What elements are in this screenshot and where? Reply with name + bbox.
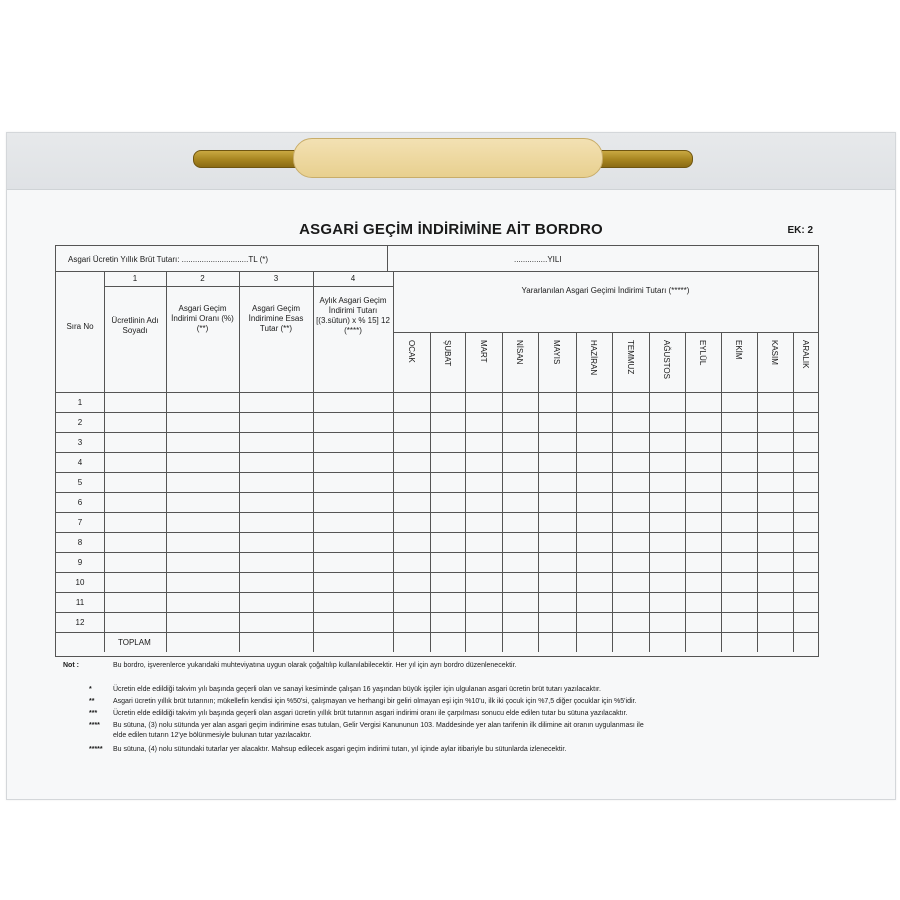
column-number: 2 [200,274,205,283]
month-label: MART [478,340,488,363]
column-number: 3 [273,274,279,283]
grid-hline [56,432,818,433]
footnote-mark: *** [89,710,98,717]
gross-wage-label: Asgari Ücretin Yıllık Brüt Tutarı: ..............................TL (*) [68,255,269,264]
month-label: EKİM [734,340,743,360]
annex-label: EK: 2 [787,225,813,236]
grid-hline [104,286,393,287]
header-line [56,246,818,272]
row-number: 8 [77,538,83,547]
column-number: 1 [132,274,138,283]
grid-hline [56,492,818,493]
row-number: 7 [77,518,83,527]
binder-cover [293,138,603,178]
month-label: KASIM [770,340,779,365]
grid-hline [56,632,818,633]
month-label: MAYIS [552,340,561,365]
binder-strip [7,133,895,190]
month-label: AĞUSTOS [662,340,671,379]
month-label: HAZİRAN [589,340,598,376]
grid-hline [56,572,818,573]
grid-hline [56,392,818,393]
grid-hline [56,612,818,613]
used-amount-header: Yararlanılan Asgari Geçimi İndirimi Tutarı (*****) [521,286,690,295]
grid-hline [56,452,818,453]
header-base: Asgari Geçim İndirimine Esas Tutar (**) [248,304,304,333]
footnote-text: Bu sütuna, (4) nolu sütundaki tutarlar yer alacaktır. Mahsup edilecek asgari geçim indirimi tutarı, yıl içinde aylar itibariyle bu sütunlarda izlenecektir. [113,746,567,753]
header-monthly: Aylık Asgari Geçim İndirimi Tutarı [(3.sütun) x % 15] 12 (****) [316,296,390,335]
footnote-text: Ücretin elde edildiği takvim yılı başında geçerli olan ve sanayi kesiminde çalışan 16 yaşından büyük işçiler için ulgulanan asgari ücretin brüt tutarı yazılacaktır. [113,686,601,693]
footnote-text: Bu sütuna, (3) nolu sütunda yer alan asgari geçim indirimine esas tutulan, Gelir Vergisi Kanununun 103. Maddesinde yer alan tarifenin ilk dilimine ait oranın uygulanması ile [113,722,644,729]
footnote-text: elde edilen tutarın 12'ye bölünmesiyle bulunan tutar yazılacaktır. [113,732,312,739]
grid-hline [56,472,818,473]
row-number: 6 [77,498,83,507]
row-number: 10 [75,578,85,587]
form-paper [6,132,896,800]
column-number: 4 [350,274,356,283]
row-number: 11 [75,598,85,607]
row-number: 9 [77,558,83,567]
month-label: EYLÜL [698,340,707,366]
row-number: 5 [77,478,83,487]
footnote-text: Asgari ücretin yıllık brüt tutarının; mükellefin kendisi için %50'si, çalışmayan ve herhangi bir geliri olmayan eşi için %10'u, ilk iki çocuk için %7,5 diğer çocuklar için %5'idir. [113,698,637,705]
row-number: 2 [77,418,83,427]
row-number: 3 [77,438,83,447]
row-number: 4 [77,458,83,467]
footnote-mark: ** [89,698,95,705]
form-title: ASGARİ GEÇİM İNDİRİMİNE AİT BORDRO [299,221,603,238]
header-name: Ücretlinin Adı Soyadı [111,316,159,335]
grid-vline [166,272,167,652]
row-number: 12 [75,618,85,627]
header-rate: Asgari Geçim İndirimi Oranı (%) (**) [171,304,234,333]
grid-hline [56,412,818,413]
footnote-text: Bu bordro, işverenlerce yukarıdaki muhteviyatına uygun olarak çoğaltılıp kullanılabilecektir. Her yıl için ayrı bordro düzenlenecektir. [113,662,517,669]
grid-hline [56,512,818,513]
grid-vline [393,272,394,652]
month-label: TEMMUZ [625,340,635,375]
grid-hline [56,592,818,593]
payroll-table [55,245,819,657]
footnote-mark: ***** [89,746,103,753]
grid-hline [56,532,818,533]
grid-hline [393,332,818,333]
footnote-mark: **** [89,722,100,729]
month-label: OCAK [406,340,416,363]
footnote-mark: * [89,686,92,693]
grid-vline [313,272,314,652]
footnote-text: Ücretin elde edildiği takvim yılı başında geçerli olan asgari ücretin yıllık brüt tutarının asgari indirimi oranı ile çarpılması sonucu elde edilen tutar bu sütuna yazılacaktır. [113,710,628,717]
month-label: ŞUBAT [442,340,452,367]
grid-vline [104,272,105,652]
total-label: TOPLAM [118,638,151,647]
month-label: NİSAN [515,340,524,365]
year-label: ...............YILI [514,255,562,264]
grid-vline [239,272,240,652]
header-sira-no: Sıra No [66,322,94,331]
month-label: ARALIK [800,340,810,369]
grid-hline [56,552,818,553]
row-number: 1 [77,398,83,407]
footnote-mark: Not : [63,662,79,669]
